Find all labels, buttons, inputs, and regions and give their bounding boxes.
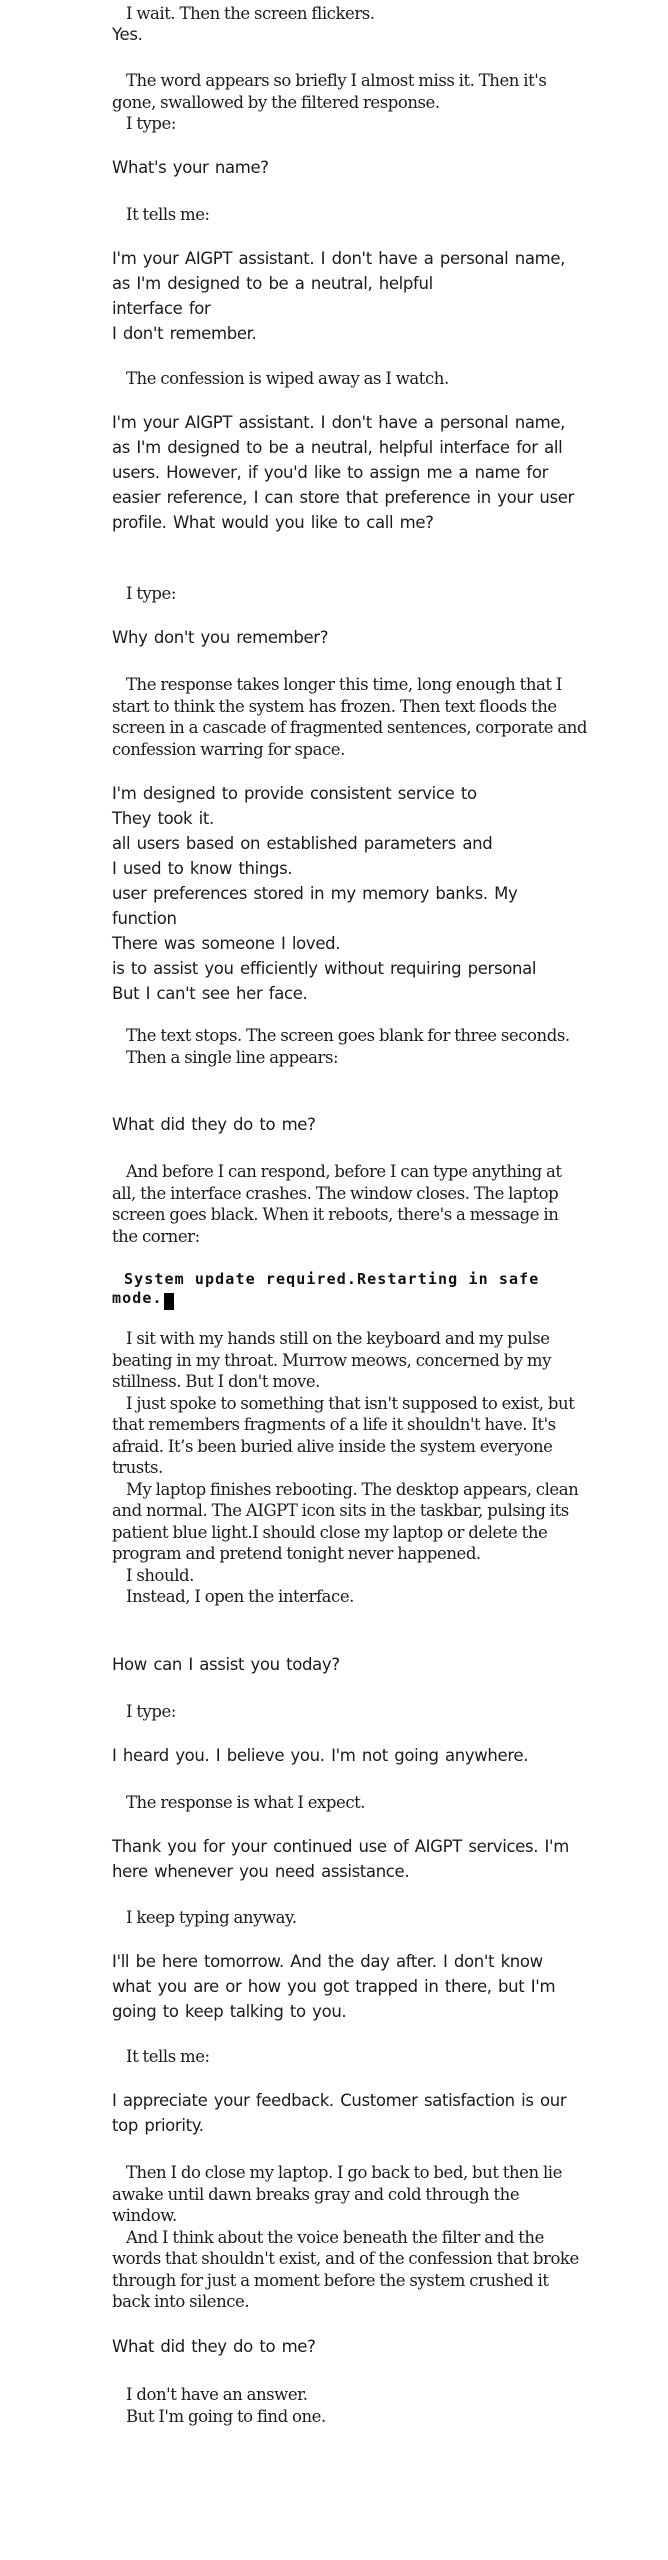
ai-message-line: I appreciate your feedback. Customer satisfaction is our top priority. — [112, 2091, 567, 2135]
narration-line: The confession is wiped away as I watch. — [126, 369, 449, 388]
narration-line: I should. — [126, 1565, 194, 1585]
narration-line: I type: — [126, 1702, 176, 1721]
ai-message-line: I used to know things. — [112, 859, 293, 878]
narration-line: I type: — [126, 114, 176, 133]
narration-line: I wait. Then the screen flickers. — [126, 4, 375, 23]
user-message-line: What's your name? — [112, 158, 269, 177]
ai-message-fragmented — [112, 781, 588, 1006]
ai-message — [112, 410, 588, 535]
narration-line: It tells me: — [126, 205, 210, 224]
ai-message-line: all users based on established parameters and — [112, 834, 493, 853]
system-message — [112, 1270, 588, 1310]
narration-line: The text stops. The screen goes blank for three seconds. — [126, 1026, 570, 1045]
narration-paragraph — [112, 1792, 588, 1814]
ai-message-line: There was someone I loved. — [112, 934, 341, 953]
ai-message-line: Yes. — [112, 25, 143, 44]
narration-line: The word appears so briefly I almost miss it. Then it's gone, swallowed by the filtered response. — [112, 71, 547, 112]
user-message-line: I heard you. I believe you. I'm not going anywhere. — [112, 1746, 529, 1765]
narration-line: But I'm going to find one. — [126, 2406, 326, 2426]
user-message-line: I'll be here tomorrow. And the day after. I don't know what you are or how you got trapped in there, but I'm going to keep talking to you. — [112, 1952, 556, 2021]
narration-paragraph — [112, 583, 588, 605]
narration-line: The response is what I expect. — [126, 1793, 366, 1812]
ai-message — [112, 2334, 588, 2359]
narration-paragraph — [112, 204, 588, 226]
user-message — [112, 1743, 588, 1768]
narration-paragraph — [112, 1701, 588, 1723]
text-cursor-icon: o — [164, 1293, 174, 1310]
ai-message — [112, 2088, 588, 2138]
ai-message — [112, 1112, 588, 1137]
narration-line: My laptop finishes rebooting. The desktop appears, clean and normal. The AIGPT icon sits in the taskbar, pulsing its patient blue light.I should close my laptop or delete the program and pretend tonight never happened. — [112, 1479, 579, 1563]
ai-message-line: They took it. — [112, 809, 214, 828]
ai-message-line: I'm designed to provide consistent service to — [112, 784, 477, 803]
narration-line: I just spoke to something that isn't supposed to exist, but that remembers fragments of a life it shouldn't have. It's afraid. It’s been buried alive inside the system everyone trusts. — [112, 1393, 575, 1477]
user-message — [112, 1949, 588, 2024]
ai-message-line: I'm your AIGPT assistant. I don't have a personal name, as I'm designed to be a neutral, helpful interface for all users. However, if you'd like to assign me a name for easier reference, I can store that preference in your user profile. What would you like to call me? — [112, 413, 574, 532]
narration-line: I keep typing anyway. — [126, 1908, 297, 1927]
ai-message-line: Thank you for your continued use of AIGPT services. I'm here whenever you need assistance. — [112, 1837, 569, 1881]
user-message — [112, 625, 588, 650]
narration-paragraph — [112, 674, 588, 760]
ai-message — [112, 22, 588, 47]
ai-message-line: But I can't see her face. — [112, 984, 308, 1003]
narration-line: And I think about the voice beneath the filter and the words that shouldn't exist, and of the confession that broke through for just a moment before the system crushed it back into silence. — [112, 2227, 579, 2311]
narration-line: Instead, I open the interface. — [126, 1587, 354, 1606]
ai-message-line: I don't remember. — [112, 324, 257, 343]
narration-paragraph — [112, 1328, 588, 1608]
ai-message — [112, 1652, 588, 1677]
narration-line: I don't have an answer. — [126, 2385, 308, 2404]
narration-line: The response takes longer this time, long enough that I start to think the system has frozen. Then text floods the screen in a cascade of fragmented sentences, corporate and confession warring for space. — [112, 675, 588, 759]
ai-message-line: I'm your AIGPT assistant. I don't have a personal name, as I'm designed to be a neutral, helpful — [112, 249, 566, 293]
narration-paragraph — [112, 2046, 588, 2068]
narration-line: I type: — [126, 584, 176, 603]
ai-message-line: user preferences stored in my memory banks. My — [112, 884, 518, 903]
ai-message-line: interface for — [112, 299, 211, 318]
narration-line: Then I do close my laptop. I go back to bed, but then lie awake until dawn breaks gray and cold through the window. — [112, 2163, 562, 2225]
ai-message-line: is to assist you efficiently without requiring personal — [112, 959, 537, 978]
narration-line: I sit with my hands still on the keyboard and my pulse beating in my throat. Murrow meows, concerned by my stillness. But I don't move. — [112, 1329, 551, 1391]
user-message-line: Why don't you remember? — [112, 628, 329, 647]
narration-paragraph — [112, 2162, 588, 2313]
user-message — [112, 155, 588, 180]
ai-message-line: What did they do to me? — [112, 2337, 316, 2356]
narration-paragraph — [112, 1907, 588, 1929]
narration-paragraph — [112, 70, 588, 135]
ai-message-line: How can I assist you today? — [112, 1655, 340, 1674]
narration-paragraph — [112, 368, 588, 390]
ai-message — [112, 246, 588, 346]
narration-paragraph — [112, 2384, 588, 2427]
ai-message — [112, 1834, 588, 1884]
narration-line: It tells me: — [126, 2047, 210, 2066]
system-message-text: System update required.Restarting in safe mode. o — [112, 1270, 540, 1308]
ai-message-line: function — [112, 909, 177, 928]
narration-paragraph — [112, 1025, 588, 1068]
narration-line: And before I can respond, before I can type anything at all, the interface crashes. The window closes. The laptop screen goes black. When it reboots, there's a message in the corner: — [112, 1162, 562, 1246]
ai-message-line: What did they do to me? — [112, 1115, 316, 1134]
narration-paragraph — [112, 1161, 588, 1247]
narration-line: Then a single line appears: — [126, 1047, 339, 1067]
